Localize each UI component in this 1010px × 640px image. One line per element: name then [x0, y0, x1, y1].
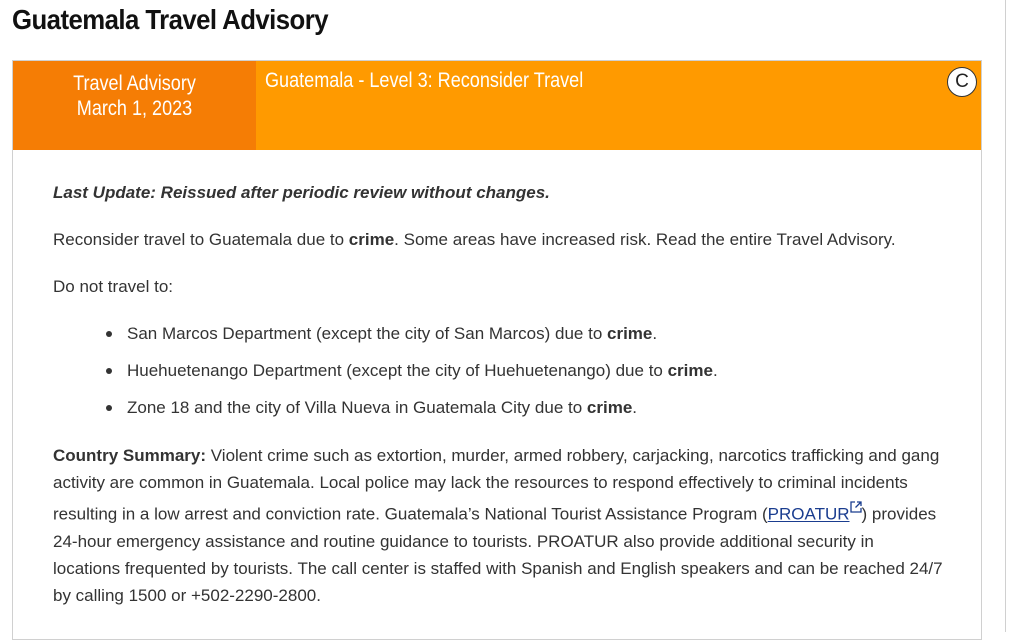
crime-indicator-badge[interactable]: C [947, 67, 977, 97]
advisory-date: March 1, 2023 [76, 97, 193, 120]
list-item [127, 357, 943, 384]
advisory-label: Travel Advisory [73, 72, 196, 95]
intro-risk-keyword: crime [348, 230, 395, 249]
intro-text-end: . Some areas have increased risk. Read the entire Travel Advisory. [394, 230, 896, 249]
list-item-end: . [632, 398, 638, 417]
page-right-border [1005, 0, 1006, 632]
advisory-level-title: Guatemala - Level 3: Reconsider Travel [265, 69, 584, 92]
advisory-content [53, 179, 943, 609]
list-item [127, 320, 943, 347]
last-update-note: Last Update: Reissued after periodic review without changes. [53, 183, 550, 202]
do-not-travel-list [53, 320, 943, 421]
list-item-end: . [652, 324, 658, 343]
list-item [127, 394, 943, 421]
country-summary-text-end: ) provides 24-hour emergency assistance and routine guidance to tourists. PROATUR also provide additional security in locations frequented by tourists. The call center is staffed with Spanish and English speakers and can be reached 24/7 by calling 1500 or +502-2290-2800. [53, 504, 943, 605]
list-item-text: Zone 18 and the city of Villa Nueva in Guatemala City due to [127, 398, 587, 417]
list-item-risk: crime [586, 398, 633, 417]
travel-advisory-box [12, 60, 982, 640]
country-summary-text: Violent crime such as extortion, murder, armed robbery, carjacking, narcotics trafficking and gang activity are common in Guatemala. Local police may lack the resources to respond effectively to criminal incidents resulting in a low arrest and conviction rate. Guatemala’s National Tourist Assistance Program ( [53, 446, 940, 524]
proatur-link[interactable]: PROATUR [767, 504, 850, 524]
country-summary-label: Country Summary: [53, 446, 207, 465]
intro-paragraph [53, 226, 943, 253]
country-summary [53, 442, 943, 609]
page-title: Guatemala Travel Advisory [12, 4, 328, 35]
advisory-banner [13, 61, 981, 150]
list-item-text: San Marcos Department (except the city of San Marcos) due to [127, 324, 607, 343]
list-item-text: Huehuetenango Department (except the city of Huehuetenango) due to [127, 361, 668, 380]
do-not-travel-heading: Do not travel to: [53, 277, 174, 296]
intro-text: Reconsider travel to Guatemala due to [53, 230, 349, 249]
external-link-icon [850, 502, 862, 516]
list-item-risk: crime [667, 361, 713, 380]
advisory-date-block [13, 61, 256, 150]
list-item-end: . [712, 361, 718, 380]
list-item-risk: crime [607, 324, 653, 343]
